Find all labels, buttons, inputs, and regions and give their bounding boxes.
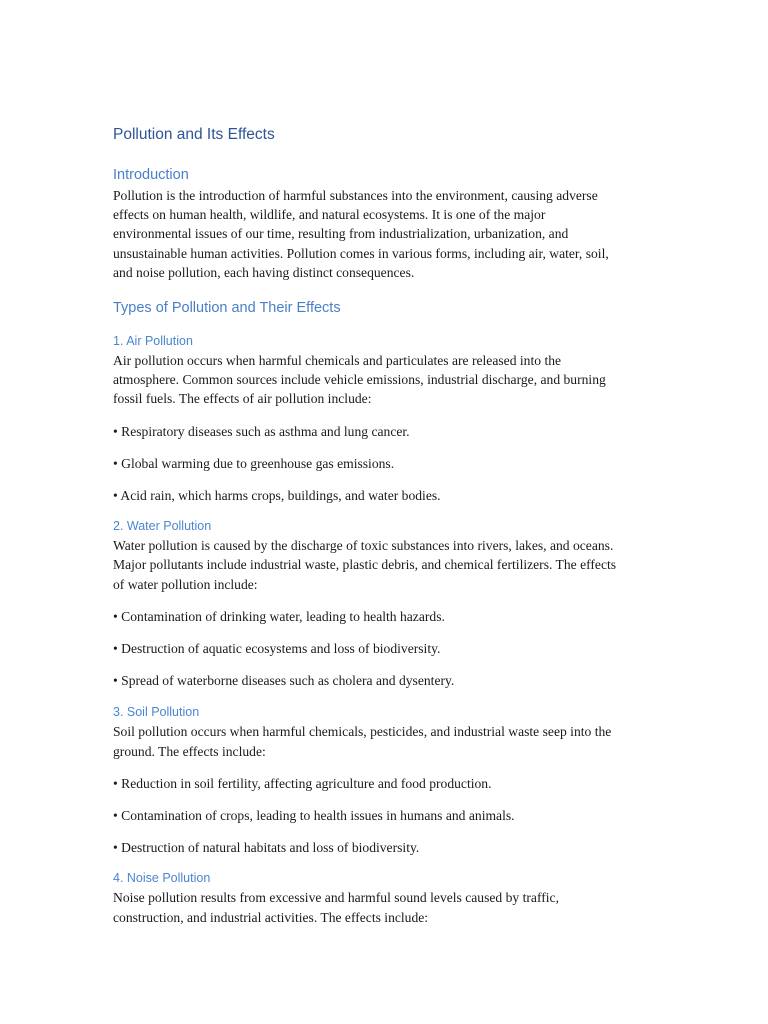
text-line: of water pollution include: [113, 576, 258, 592]
water-pollution-paragraph [113, 536, 673, 594]
text-line: fossil fuels. The effects of air pollution include: [113, 391, 372, 407]
text-line: and noise pollution, each having distinct consequences. [113, 264, 415, 280]
text-line: construction, and industrial activities. The effects include: [113, 909, 429, 925]
text-line: Major pollutants include industrial waste, plastic debris, and chemical fertilizers. The effects [113, 557, 617, 573]
document-body [113, 124, 673, 927]
air-pollution-heading: 1. Air Pollution [113, 334, 193, 349]
bullet-item: • Destruction of natural habitats and loss of biodiversity. [113, 840, 420, 856]
text-line: Pollution is the introduction of harmful substances into the environment, causing adverse [113, 188, 598, 203]
text-line: effects on human health, wildlife, and natural ecosystems. It is one of the major [113, 207, 546, 223]
text-line: unsustainable human activities. Pollution comes in various forms, including air, water, soil, [113, 245, 609, 261]
noise-pollution-heading: 4. Noise Pollution [113, 871, 211, 886]
noise-pollution-paragraph [113, 888, 673, 926]
bullet-item: • Contamination of drinking water, leading to health hazards. [113, 608, 445, 624]
document-title: Pollution and Its Effects [113, 126, 275, 143]
text-line: environmental issues of our time, resulting from industrialization, urbanization, and [113, 226, 569, 242]
types-heading: Types of Pollution and Their Effects [113, 300, 341, 317]
introduction-paragraph [113, 186, 673, 282]
bullet-item: • Contamination of crops, leading to health issues in humans and animals. [113, 807, 515, 823]
text-line: Water pollution is caused by the discharge of toxic substances into rivers, lakes, and oceans. [113, 538, 614, 554]
text-line: Air pollution occurs when harmful chemicals and particulates are released into the [113, 353, 562, 369]
air-pollution-paragraph [113, 351, 673, 409]
text-line: Soil pollution occurs when harmful chemicals, pesticides, and industrial waste seep into the [113, 724, 612, 740]
bullet-item: • Acid rain, which harms crops, buildings, and water bodies. [113, 488, 441, 503]
bullet-item: • Global warming due to greenhouse gas emissions. [113, 455, 395, 471]
introduction-heading: Introduction [113, 167, 189, 183]
water-pollution-heading: 2. Water Pollution [113, 519, 212, 534]
soil-pollution-paragraph [113, 722, 673, 760]
text-line: Noise pollution results from excessive and harmful sound levels caused by traffic, [113, 890, 559, 906]
bullet-item: • Respiratory diseases such as asthma and lung cancer. [113, 423, 410, 439]
soil-pollution-heading: 3. Soil Pollution [113, 705, 200, 720]
text-line: atmosphere. Common sources include vehicle emissions, industrial discharge, and burning [113, 372, 606, 388]
text-line: ground. The effects include: [113, 743, 266, 759]
bullet-item: • Spread of waterborne diseases such as cholera and dysentery. [113, 673, 455, 689]
bullet-item: • Destruction of aquatic ecosystems and loss of biodiversity. [113, 640, 441, 656]
bullet-item: • Reduction in soil fertility, affecting agriculture and food production. [113, 775, 492, 791]
